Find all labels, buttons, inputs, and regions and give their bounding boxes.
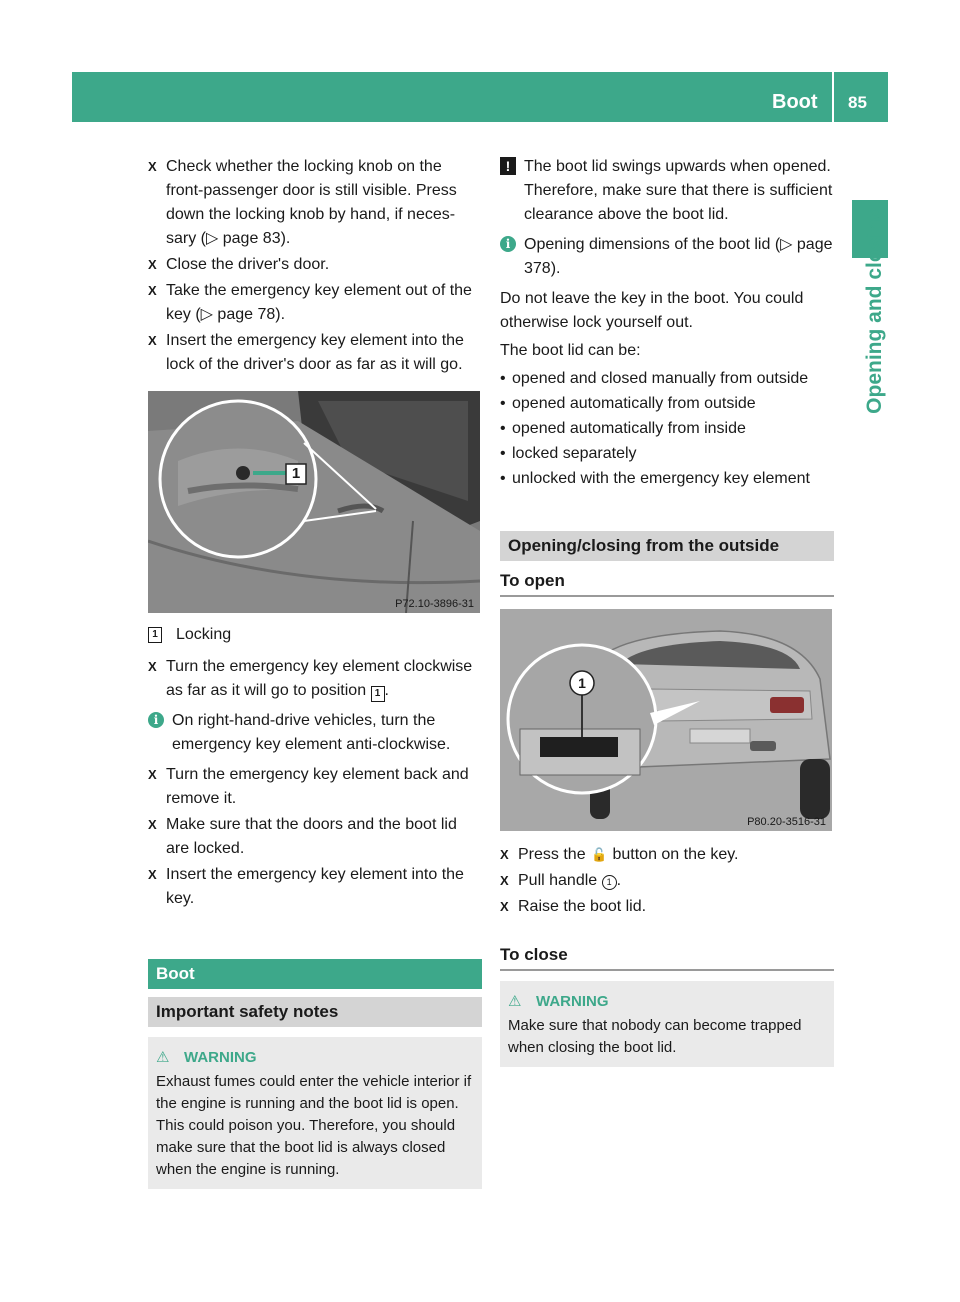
step-item: X Raise the boot lid. <box>500 895 834 919</box>
step-item: X Insert the emergency key element into the key. <box>148 863 482 911</box>
caution-note: ! The boot lid swings upwards when opened. Therefore, make sure that there is sufficient clearance above the boot lid. <box>500 155 834 227</box>
list-item: • opened automatically from inside <box>500 420 746 437</box>
safety-heading: Important safety notes <box>148 997 482 1027</box>
door-lock-illustration <box>148 391 480 613</box>
list-item: • opened automatically from outside <box>500 395 756 412</box>
boot-heading: Boot <box>148 959 482 989</box>
info-note: i Opening dimensions of the boot lid (▷ page 378). <box>500 233 834 281</box>
figure-code: P80.20-3516-31 <box>747 816 826 828</box>
step-item: X Press the 🔓 button on the key. <box>500 843 834 867</box>
figure-code: P72.10-3896-31 <box>395 598 474 610</box>
page-number: 85 <box>848 93 867 112</box>
key-ref-1: 1 <box>371 686 385 702</box>
figure-legend: 1 Locking <box>148 623 482 647</box>
section-title: Boot <box>772 91 818 113</box>
step-arrow-icon: X <box>500 899 509 914</box>
step-item: X Turn the emergency key element clockwise as far as it will go to position 1 . <box>148 655 482 703</box>
step-item: X Pull handle 1 . <box>500 869 834 893</box>
info-note: i On right-hand-drive vehicles, turn the emergency key element anti-clockwise. <box>148 709 482 757</box>
to-open-heading: To open <box>500 569 834 597</box>
figure-callout-1: 1 <box>578 675 586 691</box>
header-divider <box>832 72 834 122</box>
side-chapter-label: Opening and closing <box>863 206 886 414</box>
figure-callout-1: 1 <box>291 465 301 482</box>
paragraph: Do not leave the key in the boot. You could otherwise lock yourself out. <box>500 290 804 331</box>
info-icon: i <box>500 236 516 252</box>
step-item: X Take the emergency key element out of the key (▷ page 78). <box>148 279 482 327</box>
to-close-heading: To close <box>500 943 834 971</box>
legend-key-1: 1 <box>148 627 162 643</box>
warning-text: Make sure that nobody can become trapped when closing the boot lid. <box>508 1017 802 1056</box>
step-item: X Check whether the locking knob on the front-passenger door is still visible. Press down the locking knob by hand, if neces-sary (▷ page 83). <box>148 155 482 251</box>
step-arrow-icon: X <box>148 867 157 882</box>
unlock-icon: 🔓 <box>590 847 608 862</box>
key-ref-1: 1 <box>602 875 617 890</box>
step-arrow-icon: X <box>148 257 157 272</box>
left-column <box>148 155 482 1189</box>
step-item: X Insert the emergency key element into the lock of the driver's door as far as it will go. <box>148 329 482 377</box>
open-close-heading: Opening/closing from the outside <box>500 531 834 561</box>
warning-box: ⚠ WARNING Exhaust fumes could enter the vehicle interior if the engine is running and the boot lid is open. This could poison you. Therefore, you should make sure that the boot lid is always closed when the engine is running. <box>148 1037 482 1189</box>
list-item: • unlocked with the emergency key element <box>500 470 810 487</box>
header-bar <box>72 72 888 122</box>
boot-illustration <box>500 609 832 831</box>
boot-figure <box>500 609 832 831</box>
step-item: X Turn the emergency key element back and remove it. <box>148 763 482 811</box>
warning-text: Exhaust fumes could enter the vehicle interior if the engine is running and the boot lid is open. This could poison you. Therefore, you should make sure that the boot lid is always closed when the engine is running. <box>156 1073 472 1178</box>
step-arrow-icon: X <box>500 873 509 888</box>
step-item: X Make sure that the doors and the boot lid are locked. <box>148 813 482 861</box>
step-item: X Close the driver's door. <box>148 253 482 277</box>
step-arrow-icon: X <box>500 847 509 862</box>
right-column <box>500 155 834 1067</box>
info-icon: i <box>148 712 164 728</box>
caution-icon: ! <box>500 157 516 175</box>
warning-triangle-icon: ⚠ <box>508 993 522 1010</box>
warning-triangle-icon: ⚠ <box>156 1049 170 1066</box>
step-arrow-icon: X <box>148 333 157 348</box>
step-arrow-icon: X <box>148 659 157 674</box>
list-item: • locked separately <box>500 445 637 462</box>
paragraph: The boot lid can be: <box>500 342 641 359</box>
warning-box: ⚠ WARNING Make sure that nobody can become trapped when closing the boot lid. <box>500 981 834 1067</box>
step-arrow-icon: X <box>148 817 157 832</box>
door-lock-figure <box>148 391 480 613</box>
step-arrow-icon: X <box>148 283 157 298</box>
step-arrow-icon: X <box>148 159 157 174</box>
list-item: • opened and closed manually from outside <box>500 370 809 387</box>
step-arrow-icon: X <box>148 767 157 782</box>
